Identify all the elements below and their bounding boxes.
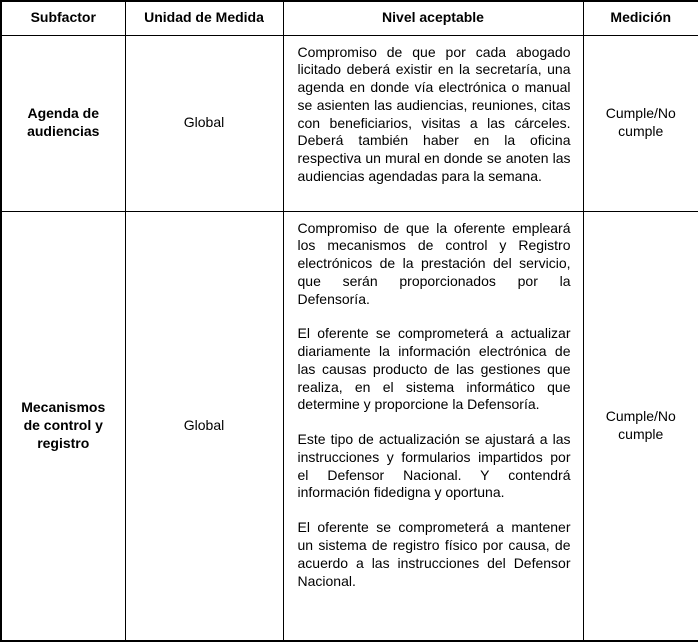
cell-nivel-aceptable bbox=[283, 35, 583, 211]
header-unidad-de-medida: Unidad de Medida bbox=[125, 1, 283, 35]
nivel-paragraph: El oferente se comprometerá a mantener un sistema de registro físico por causa, de acuerdo a las instrucciones del Defensor Nacional. bbox=[297, 519, 571, 589]
header-subfactor: Subfactor bbox=[1, 1, 125, 35]
table-row-agenda-de-audiencias bbox=[1, 35, 698, 211]
header-medicion: Medición bbox=[583, 1, 698, 35]
cell-subfactor: Mecanismos de control y registro bbox=[1, 211, 125, 641]
nivel-paragraph: Compromiso de que por cada abogado licitado deberá existir en la secretaría, una agenda en donde vía electrónica o manual se asienten las audiencias, reuniones, citas con beneficiarios, visitas a las cárceles. Deberá también haber en la oficina respectiva un mural en donde se anoten las audiencias agendadas para la semana. bbox=[297, 43, 571, 184]
cell-medicion: Cumple/No cumple bbox=[583, 35, 698, 211]
nivel-paragraph: Compromiso de que la oferente empleará los mecanismos de control y Registro electrónicos de la prestación del servicio, que serán proporcionados por la Defensoría. bbox=[297, 219, 571, 307]
nivel-paragraph: Este tipo de actualización se ajustará a las instrucciones y formularios impartidos por el Defensor Nacional. Y contendrá información fidedigna y oportuna. bbox=[297, 431, 571, 501]
cell-unidad-de-medida: Global bbox=[125, 211, 283, 641]
table-row-mecanismos-de-control bbox=[1, 211, 698, 641]
cell-nivel-aceptable bbox=[283, 211, 583, 641]
header-row bbox=[1, 1, 698, 35]
cell-medicion: Cumple/No cumple bbox=[583, 211, 698, 641]
cell-unidad-de-medida: Global bbox=[125, 35, 283, 211]
header-nivel-aceptable: Nivel aceptable bbox=[283, 1, 583, 35]
cell-subfactor: Agenda de audiencias bbox=[1, 35, 125, 211]
nivel-paragraph: El oferente se comprometerá a actualizar diariamente la información electrónica de las causas producto de las gestiones que realiza, en el sistema informático que determine y proporcione la Defensoría. bbox=[297, 325, 571, 413]
